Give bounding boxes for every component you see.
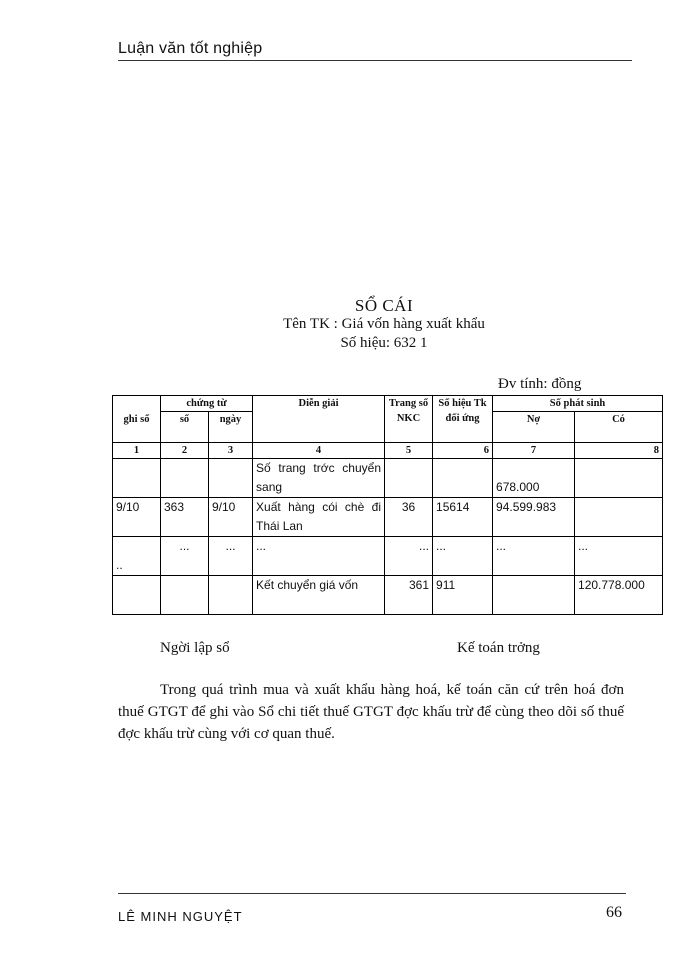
col-number: 1 (113, 443, 161, 459)
cell-tk (433, 459, 493, 498)
header-row (113, 396, 663, 412)
page-number: 66 (606, 904, 622, 921)
cell-trang: 361 (385, 576, 433, 615)
cell-ghi-so (113, 459, 161, 498)
cell-co: 120.778.000 (575, 576, 663, 615)
header-title: Luận văn tốt nghiệp (118, 40, 263, 57)
cell-so: ... (161, 537, 209, 576)
ledger-title: SỔ CÁI (354, 296, 414, 315)
cell-so: 363 (161, 498, 209, 537)
cell-ngay (209, 459, 253, 498)
footer-author: LÊ MINH NGUYỆT (118, 909, 243, 924)
col-ngay: ngày (209, 412, 253, 443)
cell-co (575, 459, 663, 498)
cell-tk: 911 (433, 576, 493, 615)
table-row (113, 459, 663, 498)
cell-dien-giai: Kết chuyển giá vốn (253, 576, 385, 615)
header-rule (118, 60, 632, 61)
cell-trang: ... (385, 537, 433, 576)
footer-rule (118, 893, 626, 894)
account-name: Tên TK : Giá vốn hàng xuất khẩu (283, 316, 485, 332)
cell-dien-giai: ... (253, 537, 385, 576)
cell-dien-giai: Xuất hàng cói chè đi Thái Lan (253, 498, 385, 537)
currency-unit: Đv tính: đồng (498, 376, 582, 392)
account-number: Số hiệu: 632 1 (340, 335, 428, 351)
col-number: 8 (575, 443, 663, 459)
col-number: 2 (161, 443, 209, 459)
col-number: 3 (209, 443, 253, 459)
cell-no: 94.599.983 (493, 498, 575, 537)
column-number-row (113, 443, 663, 459)
cell-tk: 15614 (433, 498, 493, 537)
col-number: 4 (253, 443, 385, 459)
col-number: 5 (385, 443, 433, 459)
cell-so (161, 459, 209, 498)
col-so-hieu: Số hiệu Tk đối ứng (433, 396, 493, 443)
table-row (113, 498, 663, 537)
ledger-table (112, 395, 663, 615)
cell-dien-giai: Số trang trớc chuyển sang (253, 459, 385, 498)
cell-co: ... (575, 537, 663, 576)
col-no: Nợ (493, 412, 575, 443)
cell-so (161, 576, 209, 615)
body-paragraph (118, 679, 624, 745)
col-co: Có (575, 412, 663, 443)
cell-no (493, 576, 575, 615)
cell-ghi-so (113, 576, 161, 615)
col-number: 7 (493, 443, 575, 459)
col-trang-so: Trang sổ NKC (385, 396, 433, 443)
cell-trang (385, 459, 433, 498)
ledger-titles (0, 296, 700, 353)
signature-preparer: Ngời lập sổ (160, 640, 230, 656)
col-chung-tu: chứng từ (161, 396, 253, 412)
cell-trang: 36 (385, 498, 433, 537)
cell-no: ... (493, 537, 575, 576)
cell-ghi-so: .. (113, 537, 161, 576)
cell-ngay: ... (209, 537, 253, 576)
cell-tk: ... (433, 537, 493, 576)
cell-ngay: 9/10 (209, 498, 253, 537)
col-so-phat-sinh: Số phát sinh (493, 396, 663, 412)
table-row (113, 576, 663, 615)
col-so: số (161, 412, 209, 443)
col-number: 6 (433, 443, 493, 459)
cell-no: 678.000 (493, 459, 575, 498)
cell-ghi-so: 9/10 (113, 498, 161, 537)
col-ghi-so: ghi sổ (113, 396, 161, 443)
signature-chief-accountant: Kế toán trởng (457, 640, 540, 656)
table-row (113, 537, 663, 576)
col-dien-giai: Diễn giải (253, 396, 385, 443)
paragraph-text: Trong quá trình mua và xuất khẩu hàng hoá, kế toán căn cứ trên hoá đơn thuế GTGT để ghi vào Sổ chi tiết thuế GTGT đợc khấu trừ để cùng theo dõi số thuế đợc khấu trừ cùng với cơ quan thuế. (118, 682, 624, 742)
cell-ngay (209, 576, 253, 615)
cell-co (575, 498, 663, 537)
